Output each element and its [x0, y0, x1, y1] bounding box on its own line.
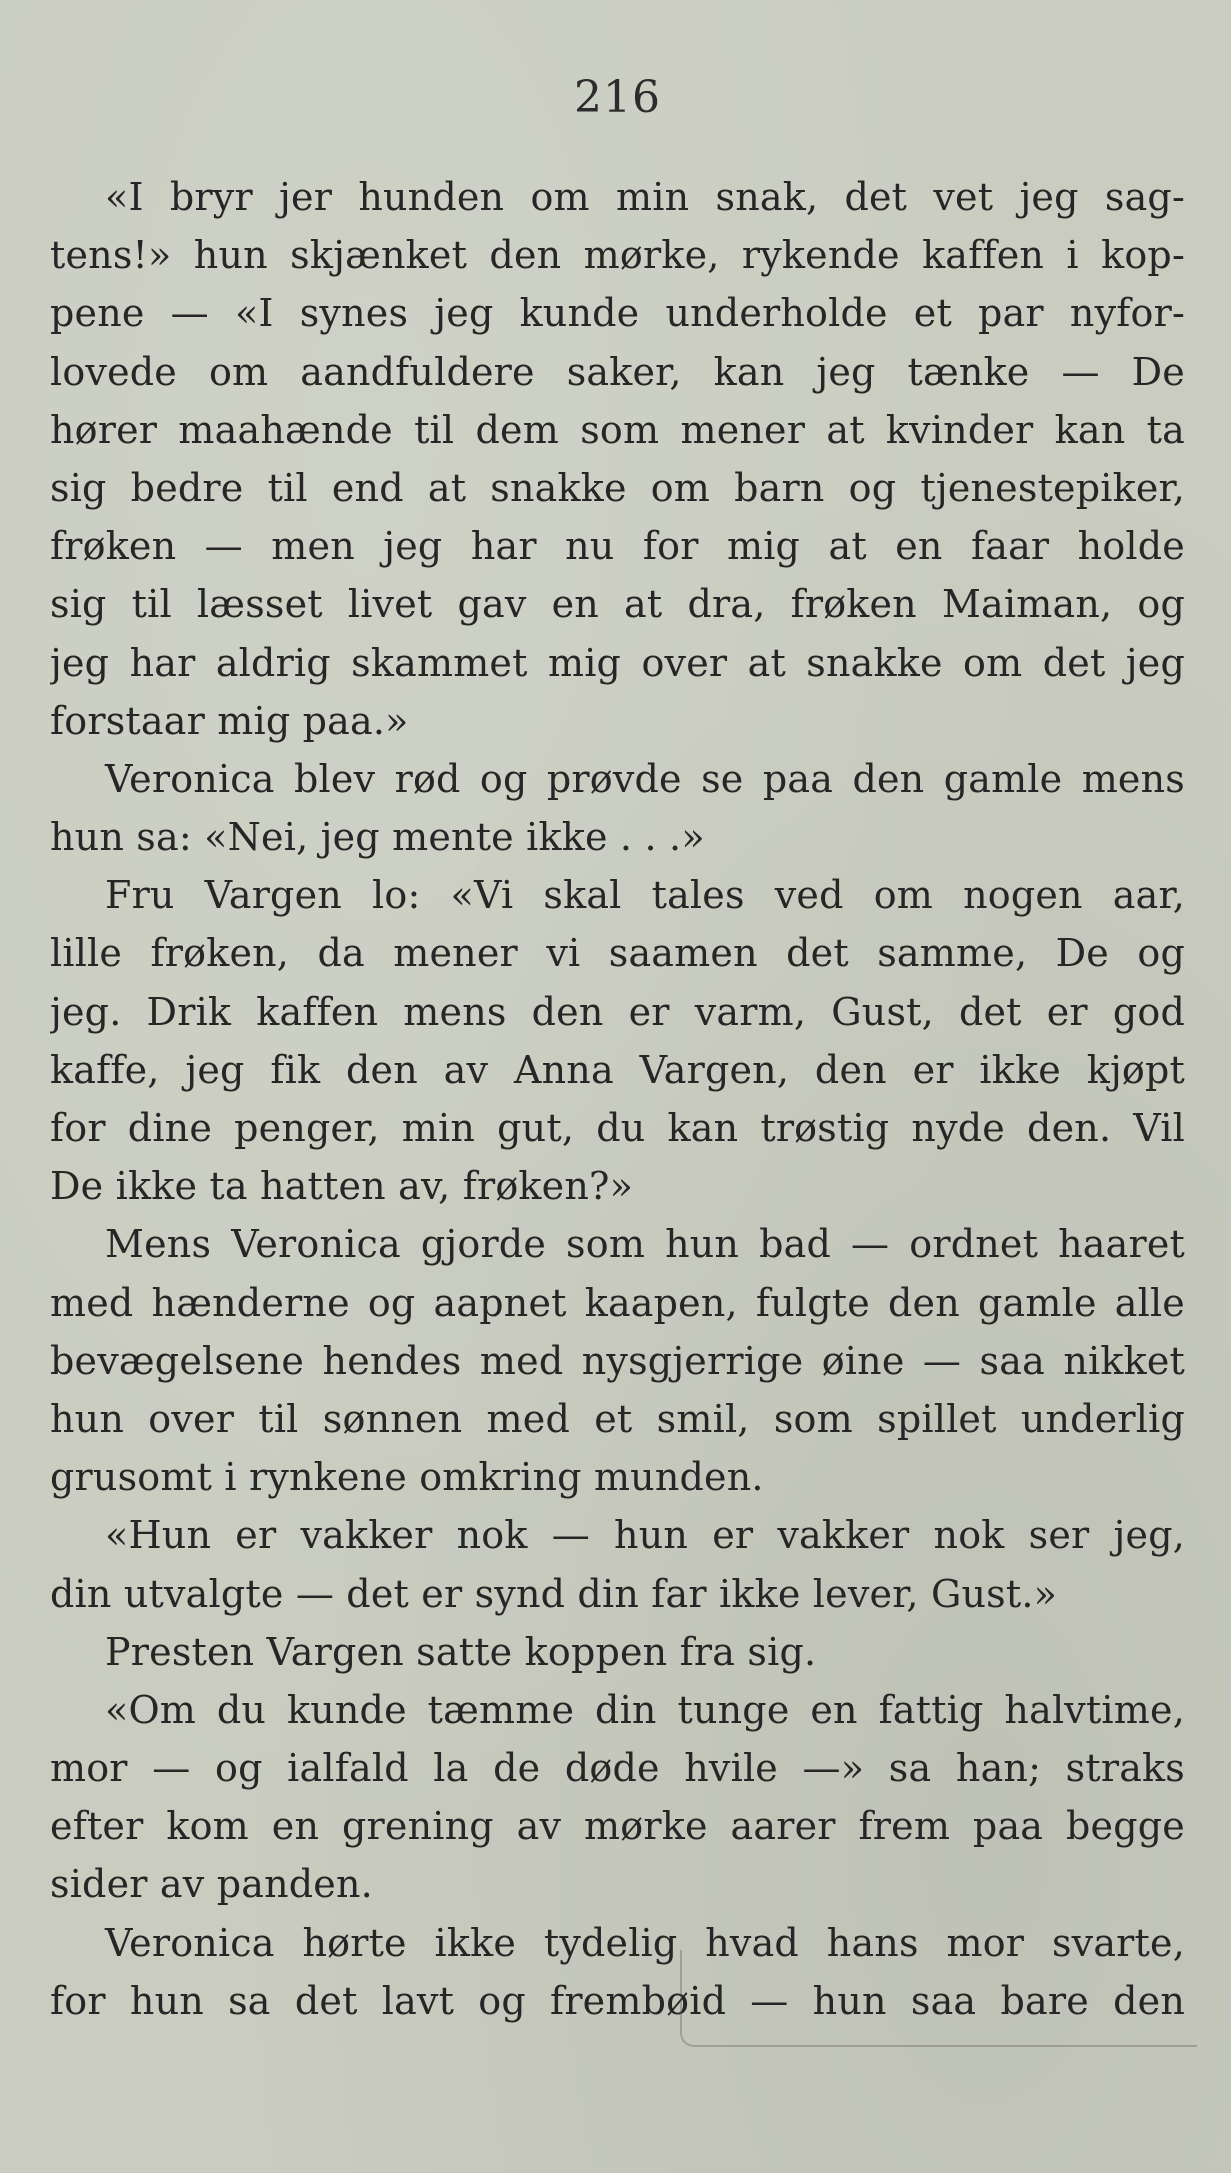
text-line: grusomt i rynkene omkring munden. [50, 1455, 764, 1500]
text-line: frøken — men jeg har nu for mig at en faar holde [50, 524, 1185, 569]
text-line: lovede om aandfuldere saker, kan jeg tænke — De [50, 349, 1185, 394]
text-line: efter kom en grening av mørke aarer frem paa begge [50, 1804, 1185, 1849]
text-line: hun sa: «Nei, jeg mente ikke . . .» [50, 815, 705, 860]
page-number: 216 [574, 72, 661, 123]
text-line: kaffe, jeg fik den av Anna Vargen, den er ikke kjøpt [50, 1047, 1185, 1092]
text-line: sig bedre til end at snakke om barn og tjenestepiker, [50, 465, 1185, 510]
text-line: Veronica blev rød og prøvde se paa den gamle mens [105, 756, 1185, 801]
book-page [50, 0, 1185, 2173]
text-line: Mens Veronica gjorde som hun bad — ordnet haaret [105, 1222, 1185, 1267]
text-line: pene — «I synes jeg kunde underholde et par nyfor- [50, 291, 1185, 336]
text-line: bevægelsene hendes med nysgjerrige øine — saa nikket [50, 1338, 1185, 1383]
text-line: sider av panden. [50, 1862, 373, 1907]
text-line: sig til læsset livet gav en at dra, frøken Maiman, og [50, 582, 1185, 627]
body-text [50, 168, 1185, 2030]
text-line: De ikke ta hatten av, frøken?» [50, 1164, 634, 1209]
text-line: lille frøken, da mener vi saamen det samme, De og [50, 931, 1185, 976]
text-line: med hænderne og aapnet kaapen, fulgte den gamle alle [50, 1280, 1185, 1325]
text-line: «I bryr jer hunden om min snak, det vet jeg sag- [105, 175, 1185, 219]
text-line: tens!» hun skjænket den mørke, rykende kaffen i kop- [50, 233, 1185, 278]
text-line: mor — og ialfald la de døde hvile —» sa han; straks [50, 1746, 1185, 1791]
text-line: forstaar mig paa.» [50, 698, 409, 743]
text-line: «Hun er vakker nok — hun er vakker nok ser jeg, [105, 1513, 1185, 1558]
text-line: for dine penger, min gut, du kan trøstig nyde den. Vil [50, 1106, 1185, 1150]
text-line: hun over til sønnen med et smil, som spillet underlig [50, 1396, 1185, 1441]
paper-fold-mark [680, 1950, 1197, 2047]
text-line: hører maahænde til dem som mener at kvinder kan ta [50, 407, 1185, 452]
text-line: jeg. Drik kaffen mens den er varm, Gust, det er god [50, 989, 1185, 1034]
text-line: «Om du kunde tæmme din tunge en fattig halvtime, [105, 1687, 1185, 1732]
text-line: Fru Vargen lo: «Vi skal tales ved om nogen aar, [105, 873, 1185, 918]
text-line: din utvalgte — det er synd din far ikke lever, Gust.» [50, 1571, 1058, 1616]
text-line: for hun sa det lavt og frembøid — hun saa bare den [50, 1978, 1185, 2023]
text-line: Presten Vargen satte koppen fra sig. [105, 1629, 817, 1674]
text-line: jeg har aldrig skammet mig over at snakke om det jeg [50, 640, 1185, 685]
text-line: Veronica hørte ikke tydelig hvad hans mor svarte, [105, 1920, 1185, 1965]
